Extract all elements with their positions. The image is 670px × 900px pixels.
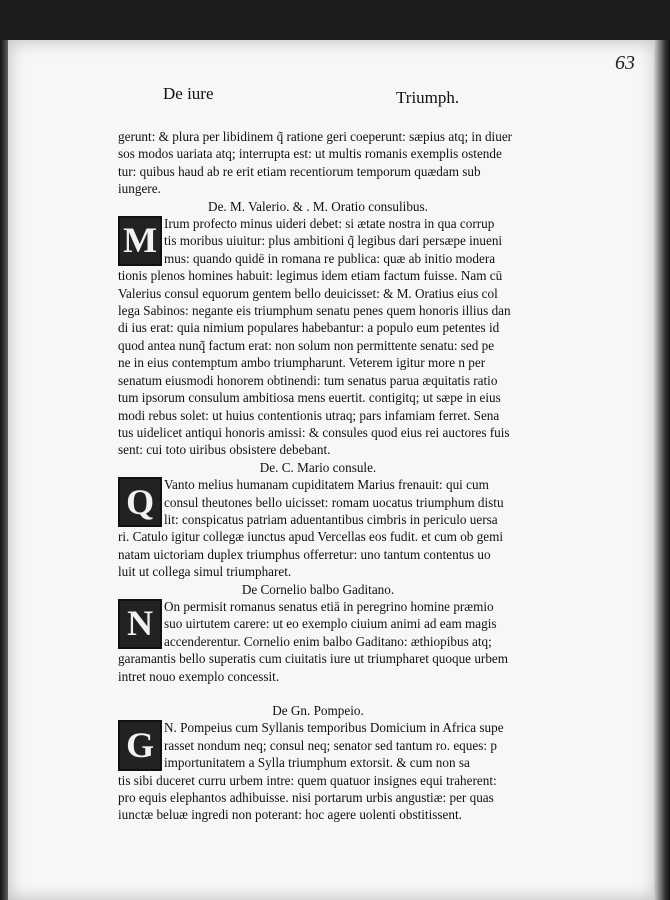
initial-letter: N (127, 603, 154, 644)
decorated-initial (118, 216, 162, 266)
decorated-initial (118, 599, 162, 649)
running-header-left: De iure (163, 84, 214, 103)
text-line: intret nouo exemplo concessit. (118, 668, 280, 684)
text-line: natam uictoriam duplex triumphus offerretur: uno tantum contentus uo (118, 546, 491, 562)
text-line: mus: quando quidē in romana re publica: quæ ab initio modera (164, 250, 496, 266)
text-line: Valerius consul equorum gentem bello deuicisset: & M. Oratius eius col (118, 285, 498, 301)
text-line: lega Sabinos: negante eis triumphum senatu penes quem honoris illius dan (118, 303, 511, 319)
section-heading: De Gn. Pompeio. (272, 703, 364, 718)
text-line: tis moribus uiuitur: plus ambitioni q̃ legibus dari persæpe inueni (164, 233, 503, 249)
initial-letter: G (126, 724, 155, 765)
text-line: iungere. (118, 181, 161, 197)
running-header-right: Triumph. (396, 88, 460, 107)
text-line: tus uidelicet antiqui honoris amissi: & consules quod eius rei auctores fuis (118, 424, 510, 440)
text-line: di ius erat: quia nimium populares habebantur: a populo eum petentes id (118, 320, 500, 336)
section-heading: De. C. Mario consule. (259, 459, 377, 475)
paragraph (118, 598, 518, 685)
page-edge-shadow (654, 40, 670, 900)
text-line: importunitatem a Sylla triumphum extorsit. & cum non sa (164, 755, 470, 771)
text-line: tur: quibus haud ab re erit etiam recentiorum temporum quædam sub (118, 163, 481, 179)
text-line: accenderentur. Cornelio enim balbo Gaditano: æthiopibus atq; (164, 633, 492, 649)
text-line: lit: conspicatus patriam aduentantibus cimbris in periculo uersa (164, 511, 498, 527)
text-line: tum ipsorum consulum ambitiosa mens euertit. contigitq; ut sæpe in eius (118, 390, 501, 406)
section-gap (118, 685, 518, 702)
text-line: sos modos uariata atq; interrupta est: ut multis romanis exemplis ostende (118, 146, 502, 162)
text-line: luit ut collega simul triumpharet. (118, 564, 292, 580)
text-line: sent: cui toto uiribus obsistere debebant. (118, 442, 331, 458)
text-line: garamantis bello superatis cum ciuitatis iure ut triumpharet quoque urbem (118, 651, 509, 667)
text-line: pro equis elephantos adhibuisse. nisi portarum urbis angustiæ: per quas (118, 790, 494, 806)
text-line: ne in eius contemptum ambo triumpharunt. Veterem igitur more n per (118, 355, 486, 371)
text-paragraph (118, 128, 518, 198)
text-line: On permisit romanus senatus etiā in peregrino homine præmio (164, 598, 494, 614)
decorated-initial (118, 477, 162, 527)
text-line: iunctæ beluæ ingredi non poterant: hoc agere uolenti obstitissent. (118, 807, 462, 823)
initial-letter: M (123, 220, 158, 261)
paragraph (118, 719, 518, 823)
text-line: modi rebus solet: ut huius contentionis utraq; pars infamiam ferret. Sena (118, 407, 500, 423)
decorated-initial (118, 720, 162, 770)
text-line: consul theutones bello uicisset: romam uocatus triumphum distu (164, 494, 504, 510)
paragraph (118, 476, 518, 580)
text-line: gerunt: & plura per libidinem q̃ ratione geri coeperunt: sæpius atq; in diuer (118, 129, 513, 144)
text-line: ri. Catulo igitur collegæ iunctus apud Vercellas eos fudit. et cum ob gemi (118, 529, 504, 545)
page-text-block (118, 128, 518, 824)
text-line: tis sibi duceret curru urbem intre: quem quatuor insignes equi traherent: (118, 772, 497, 788)
text-line: senatum eiusmodi honorem obtinendi: tum senatus parua æquitatis ratio (118, 372, 498, 388)
text-line: suo uirtutem carere: ut eo exemplo ciuium animi ad eam magis (164, 616, 497, 632)
text-line: quod antea nunq̃ factum erat: non solum non permittente senatu: sed pe (118, 337, 495, 353)
text-line: tionis plenos homines habuit: legimus idem etiam factum fuisse. Nam cū (118, 268, 503, 284)
page-number: 63 (615, 52, 635, 74)
paragraph (118, 215, 518, 459)
text-line: N. Pompeius cum Syllanis temporibus Domicium in Africa supe (164, 720, 504, 736)
text-line: Irum profecto minus uideri debet: si ætate nostra in qua corrup (164, 216, 495, 232)
section-heading: De Cornelio balbo Gaditano. (241, 581, 395, 597)
text-line: rasset nondum neq; consul neq; senator sed tantum ro. eques: p (164, 737, 497, 753)
section-heading: De. M. Valerio. & . M. Oratio consulibus. (208, 198, 428, 214)
text-line: Vanto melius humanam cupiditatem Marius frenauit: qui cum (164, 477, 489, 493)
initial-letter: Q (126, 481, 155, 522)
